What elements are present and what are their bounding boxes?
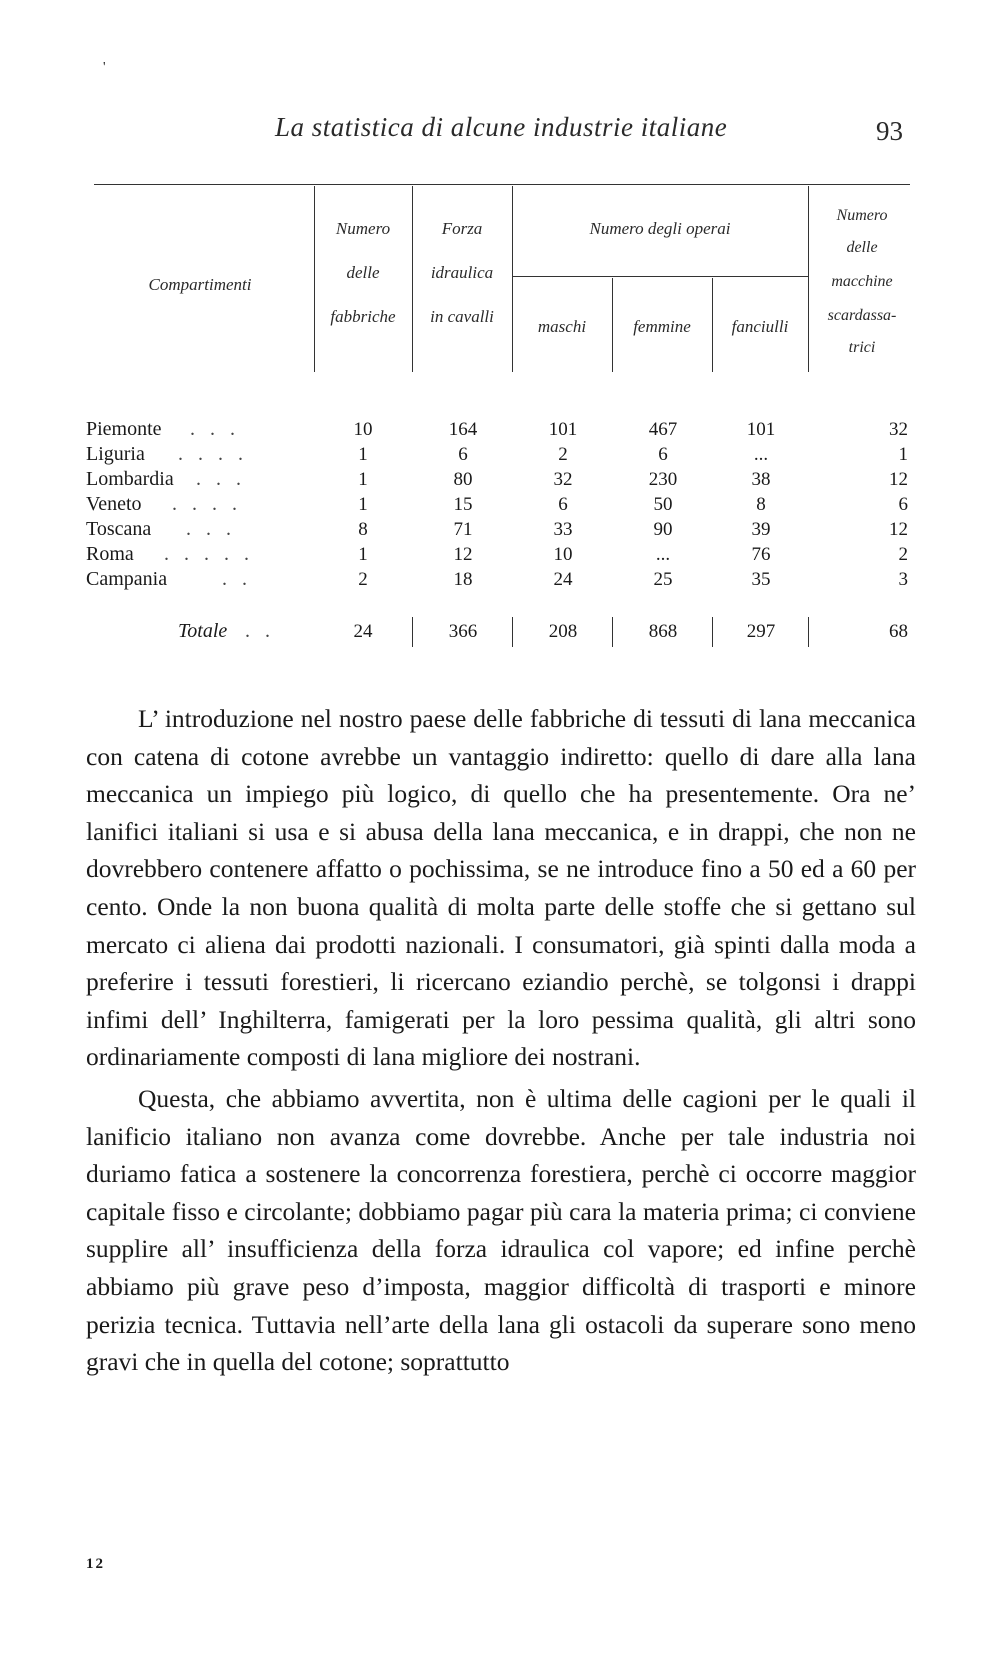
row-label: Liguria [86, 443, 145, 465]
cell-maschi: 33 [553, 519, 573, 540]
dot-leaders: . . [245, 620, 275, 642]
dot-leaders: . . . . [178, 443, 248, 465]
total-label: Totale [178, 620, 228, 642]
total-femmine: 868 [648, 621, 678, 642]
dot-leaders: . . . . [172, 493, 242, 515]
header-macchine-line5: trici [848, 339, 876, 356]
cell-femmine: 467 [648, 419, 678, 440]
cell-femmine: 230 [648, 469, 678, 490]
operai-subheader-rule [512, 276, 808, 277]
cell-femmine: 90 [653, 519, 673, 540]
cell-maschi: 101 [548, 419, 578, 440]
row-label: Campania [86, 568, 168, 590]
cell-macchine: 12 [889, 469, 908, 490]
cell-fanciulli: ... [753, 444, 769, 465]
cell-fanciulli: 35 [751, 569, 771, 590]
cell-maschi: 32 [553, 469, 573, 490]
row-label: Piemonte [86, 418, 162, 440]
cell-macchine: 32 [889, 419, 908, 440]
cell-femmine: 6 [658, 444, 668, 465]
cell-maschi: 10 [553, 544, 573, 565]
cell-maschi: 2 [558, 444, 568, 465]
dot-leaders: . . . [196, 468, 246, 490]
cell-macchine: 2 [898, 544, 908, 565]
cell-fanciulli: 76 [751, 544, 771, 565]
cell-fanciulli: 38 [751, 469, 771, 490]
cell-fanciulli: 39 [751, 519, 771, 540]
cell-macchine: 12 [889, 519, 908, 540]
stray-mark: ' [103, 60, 106, 75]
dot-leaders: . . [222, 568, 252, 590]
cell-fabbriche: 10 [353, 419, 373, 440]
header-numero-fabbriche-line3: fabbriche [330, 307, 396, 326]
header-forza-line1: Forza [441, 219, 483, 238]
cell-femmine: 50 [653, 494, 673, 515]
paragraph: Questa, che abbiamo avvertita, non è ultima delle cagioni per le quali il lanificio italiano non avanza come dovrebbe. Anche per tale industria noi duriamo fatica a sostenere la concorrenza forestiera, perchè ci occorre maggior capitale fisso e circolante; dobbiamo pagar più cara la materia prima; ci conviene supplire all’ insufficienza della forza idraulica col vapore; ed infine perchè abbiamo più grave peso d’imposta, maggior difficoltà di trasporti e minore perizia tecnica. Tuttavia nell’arte della lana gli ostacoli da superare sono meno gravi che in quella del cotone; soprattutto [86, 1083, 916, 1377]
header-forza-line2: idraulica [430, 263, 494, 282]
cell-fabbriche: 1 [358, 469, 368, 490]
row-label: Veneto [86, 493, 142, 515]
total-separator [712, 617, 713, 647]
running-title: La statistica di alcune industrie italiane [275, 112, 728, 142]
cell-maschi: 6 [558, 494, 568, 515]
row-label: Toscana [86, 518, 152, 540]
cell-forza: 71 [453, 519, 473, 540]
row-label: Lombardia [86, 468, 174, 490]
total-separator [612, 617, 613, 647]
header-forza-line3: in cavalli [430, 307, 494, 326]
header-numero-fabbriche-line1: Numero [335, 219, 391, 238]
cell-femmine: ... [655, 544, 671, 565]
cell-maschi: 24 [553, 569, 573, 590]
total-maschi: 208 [548, 621, 578, 642]
dot-leaders: . . . [186, 518, 236, 540]
body-text [86, 700, 916, 1381]
cell-fanciulli: 101 [746, 419, 776, 440]
header-numero-operai: Numero degli operai [589, 219, 731, 238]
printer-signature: 12 [86, 1556, 105, 1572]
total-separator [512, 617, 513, 647]
header-macchine-line3: macchine [831, 273, 893, 290]
dot-leaders: . . . . . [164, 543, 254, 565]
total-fanciulli: 297 [746, 621, 776, 642]
total-forza: 366 [448, 621, 478, 642]
cell-fabbriche: 2 [358, 569, 368, 590]
cell-forza: 12 [453, 544, 473, 565]
page-number: 93 [876, 116, 903, 146]
header-macchine-line1: Numero [836, 207, 888, 224]
cell-fabbriche: 8 [358, 519, 368, 540]
cell-fanciulli: 8 [756, 494, 766, 515]
cell-femmine: 25 [653, 569, 673, 590]
row-label: Roma [86, 543, 134, 565]
cell-macchine: 3 [898, 569, 908, 590]
header-compartimenti: Compartimenti [148, 275, 252, 294]
cell-fabbriche: 1 [358, 444, 368, 465]
total-separator [412, 617, 413, 647]
table-top-rule [94, 184, 910, 185]
cell-forza: 164 [448, 419, 478, 440]
header-femmine: femmine [633, 317, 691, 336]
header-maschi: maschi [537, 317, 587, 336]
header-fanciulli: fanciulli [731, 317, 789, 336]
column-separator [512, 186, 513, 372]
paragraph: L’ introduzione nel nostro paese delle fabbriche di tessuti di lana meccanica con catena di cotone avrebbe un vantaggio indiretto: quello di dare alla lana meccanica un impiego più logico, di quello che ha presentemente. Ora ne’ lanifici italiani si usa e si abusa della lana meccanica, e in drappi, che non ne dovrebbero contenere affatto o pochissima, se ne introduce fino a 50 ed a 60 per cento. Onde la non buona qualità di molta parte delle stoffe che si gettano sul mercato ci aliena dai prodotti nazionali. I consumatori, già spinti dalla moda a preferire i tessuti forestieri, li ricercano eziandio perchè, se tolgonsi i drappi infimi dell’ Inghilterra, famigerati per la loro pessima qualità, gli altri sono ordinariamente composti di lana migliore dei nostrani. [86, 704, 916, 1072]
total-macchine: 68 [889, 621, 908, 642]
cell-forza: 15 [453, 494, 473, 515]
cell-fabbriche: 1 [358, 544, 368, 565]
cell-fabbriche: 1 [358, 494, 368, 515]
cell-macchine: 1 [898, 444, 908, 465]
dot-leaders: . . . [190, 418, 240, 440]
header-macchine-line2: delle [846, 239, 878, 256]
total-fabbriche: 24 [353, 621, 373, 642]
cell-forza: 18 [453, 569, 473, 590]
cell-forza: 6 [458, 444, 468, 465]
header-numero-fabbriche-line2: delle [346, 263, 380, 282]
cell-forza: 80 [453, 469, 473, 490]
cell-macchine: 6 [898, 494, 908, 515]
total-separator [808, 617, 809, 647]
header-macchine-line4: scardassa- [827, 307, 897, 324]
